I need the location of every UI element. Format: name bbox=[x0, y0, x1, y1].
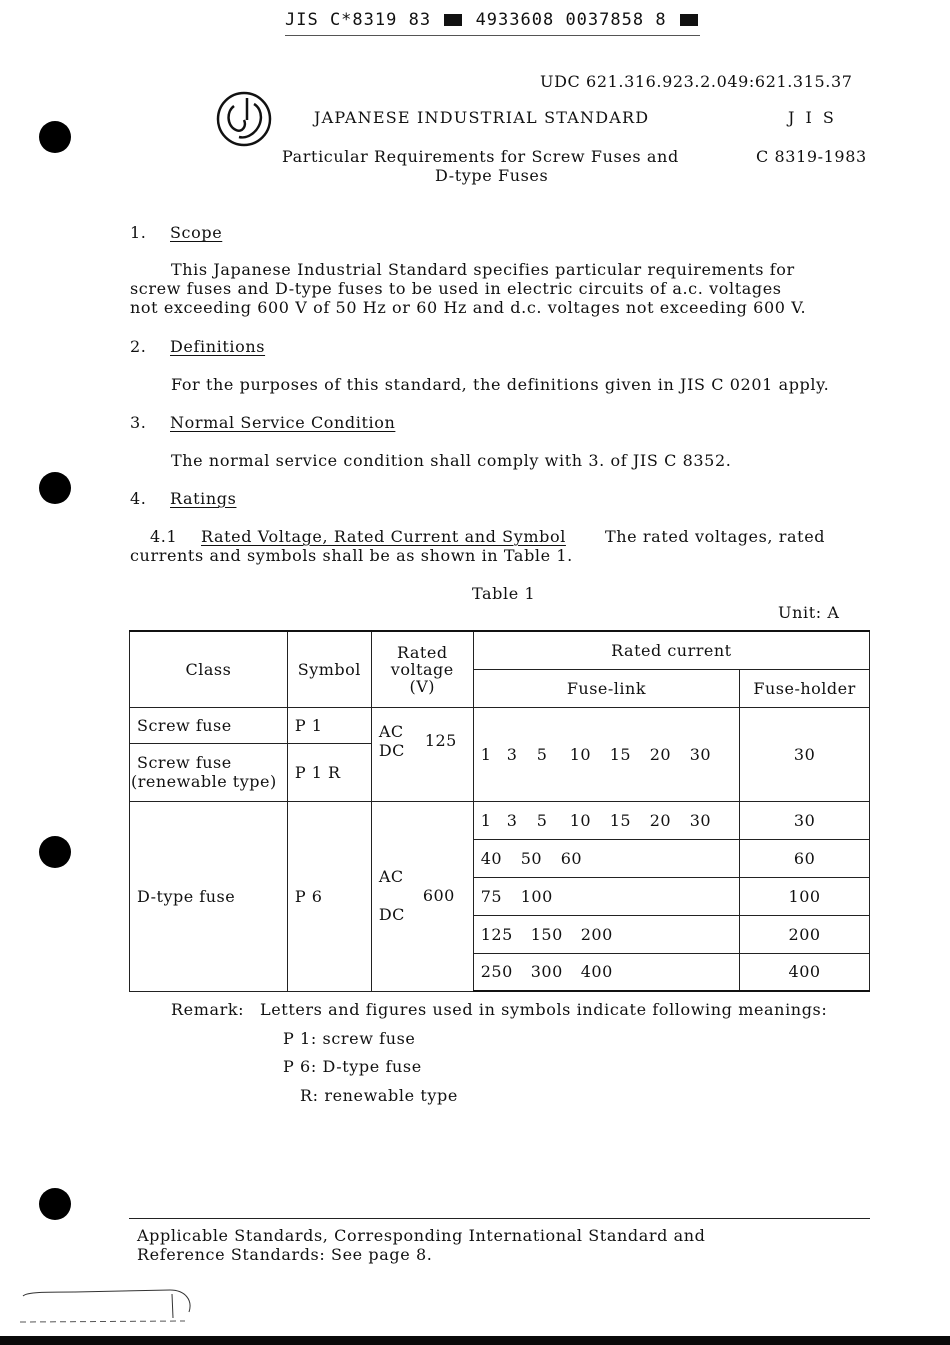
section-3-title: Normal Service Condition bbox=[170, 413, 396, 432]
section-1-body-line2: screw fuses and D-type fuses to be used in electric circuits of a.c. voltages bbox=[130, 279, 782, 298]
footer-line-2: Reference Standards: See page 8. bbox=[137, 1245, 433, 1264]
table-header-row bbox=[130, 631, 870, 669]
udc-number: UDC 621.316.923.2.049:621.315.37 bbox=[540, 72, 853, 91]
header-fuse-holder: Fuse-holder bbox=[740, 669, 870, 707]
code-part-2: 4933608 0037858 8 bbox=[475, 10, 667, 30]
code-underline bbox=[285, 35, 700, 36]
fuse-link-values: 40 50 60 bbox=[473, 839, 739, 877]
subsection-4-1-body-line2: currents and symbols shall be as shown in Table 1. bbox=[130, 546, 573, 565]
remark-label: Remark: bbox=[171, 1000, 245, 1019]
header-symbol: Symbol bbox=[287, 631, 371, 707]
fuse-holder-value: 30 bbox=[740, 707, 870, 801]
binder-hole bbox=[39, 472, 71, 504]
scan-artifact bbox=[15, 1284, 200, 1334]
voltage-value: 125 bbox=[424, 730, 457, 750]
fuse-holder-value: 60 bbox=[740, 839, 870, 877]
remark-item: P 1: screw fuse bbox=[283, 1029, 416, 1048]
subsection-4-1-title: Rated Voltage, Rated Current and Symbol bbox=[201, 527, 566, 546]
class-cell: Screw fuse (renewable type) bbox=[130, 743, 288, 801]
black-mark bbox=[680, 14, 698, 26]
voltage-cell: AC DC 125 bbox=[371, 707, 473, 801]
fuse-link-values: 250 300 400 bbox=[473, 953, 739, 991]
symbol-cell: P 1 R bbox=[287, 743, 371, 801]
remark-text: Letters and figures used in symbols indicate following meanings: bbox=[260, 1000, 828, 1019]
document-code-line bbox=[285, 10, 700, 30]
section-3-body: The normal service condition shall comply with 3. of JIS C 8352. bbox=[171, 451, 732, 470]
section-1-number: 1. bbox=[130, 223, 147, 242]
table-row bbox=[130, 801, 870, 839]
footer-divider bbox=[129, 1218, 870, 1219]
header-rated-voltage: Rated voltage (V) bbox=[371, 631, 473, 707]
standard-title: JAPANESE INDUSTRIAL STANDARD bbox=[314, 108, 650, 127]
header-rated-current: Rated current bbox=[473, 631, 869, 669]
subject-line-2: D-type Fuses bbox=[435, 166, 549, 185]
remark-item: R: renewable type bbox=[300, 1086, 458, 1105]
remark-item: P 6: D-type fuse bbox=[283, 1057, 422, 1076]
symbol-cell: P 6 bbox=[287, 801, 371, 991]
fuse-holder-value: 100 bbox=[740, 877, 870, 915]
fuse-holder-value: 200 bbox=[740, 915, 870, 953]
binder-hole bbox=[39, 121, 71, 153]
table-caption: Table 1 bbox=[472, 584, 536, 603]
section-4-title: Ratings bbox=[170, 489, 237, 508]
ratings-table bbox=[129, 630, 870, 992]
binder-hole bbox=[39, 1188, 71, 1220]
section-1-title: Scope bbox=[170, 223, 223, 242]
fuse-link-values: 125 150 200 bbox=[473, 915, 739, 953]
fuse-link-values: 75 100 bbox=[473, 877, 739, 915]
fuse-link-values: 1 3 5 10 15 20 30 bbox=[473, 801, 739, 839]
symbol-cell: P 1 bbox=[287, 707, 371, 743]
subsection-4-1-body-line1: The rated voltages, rated bbox=[605, 527, 826, 546]
section-2-number: 2. bbox=[130, 337, 147, 356]
binder-hole bbox=[39, 836, 71, 868]
header-fuse-link: Fuse-link bbox=[473, 669, 739, 707]
section-2-title: Definitions bbox=[170, 337, 266, 356]
fuse-holder-value: 400 bbox=[740, 953, 870, 991]
header-class: Class bbox=[130, 631, 288, 707]
jis-logo-icon bbox=[214, 90, 276, 148]
jis-mark: J I S bbox=[788, 108, 837, 127]
scan-bottom-edge bbox=[0, 1336, 950, 1345]
section-4-number: 4. bbox=[130, 489, 147, 508]
section-3-number: 3. bbox=[130, 413, 147, 432]
subject-line-1: Particular Requirements for Screw Fuses and bbox=[282, 147, 679, 166]
table-unit: Unit: A bbox=[778, 603, 840, 622]
section-1-body-line3: not exceeding 600 V of 50 Hz or 60 Hz and d.c. voltages not exceeding 600 V. bbox=[130, 298, 807, 317]
footer-line-1: Applicable Standards, Corresponding International Standard and bbox=[137, 1226, 706, 1245]
table-row bbox=[130, 707, 870, 743]
voltage-cell: AC DC 600 bbox=[371, 801, 473, 991]
voltage-value: 600 bbox=[422, 885, 455, 905]
black-mark bbox=[444, 14, 462, 26]
section-2-body: For the purposes of this standard, the definitions given in JIS C 0201 apply. bbox=[171, 375, 830, 394]
class-cell: D-type fuse bbox=[130, 801, 288, 991]
code-part-1: JIS C*8319 83 bbox=[285, 10, 432, 30]
subsection-4-1-number: 4.1 bbox=[150, 527, 178, 546]
fuse-holder-value: 30 bbox=[740, 801, 870, 839]
class-cell: Screw fuse bbox=[130, 707, 288, 743]
fuse-link-values: 1 3 5 10 15 20 30 bbox=[473, 707, 739, 801]
section-1-body-line1: This Japanese Industrial Standard specifies particular requirements for bbox=[171, 260, 795, 279]
standard-number: C 8319-1983 bbox=[756, 147, 867, 166]
